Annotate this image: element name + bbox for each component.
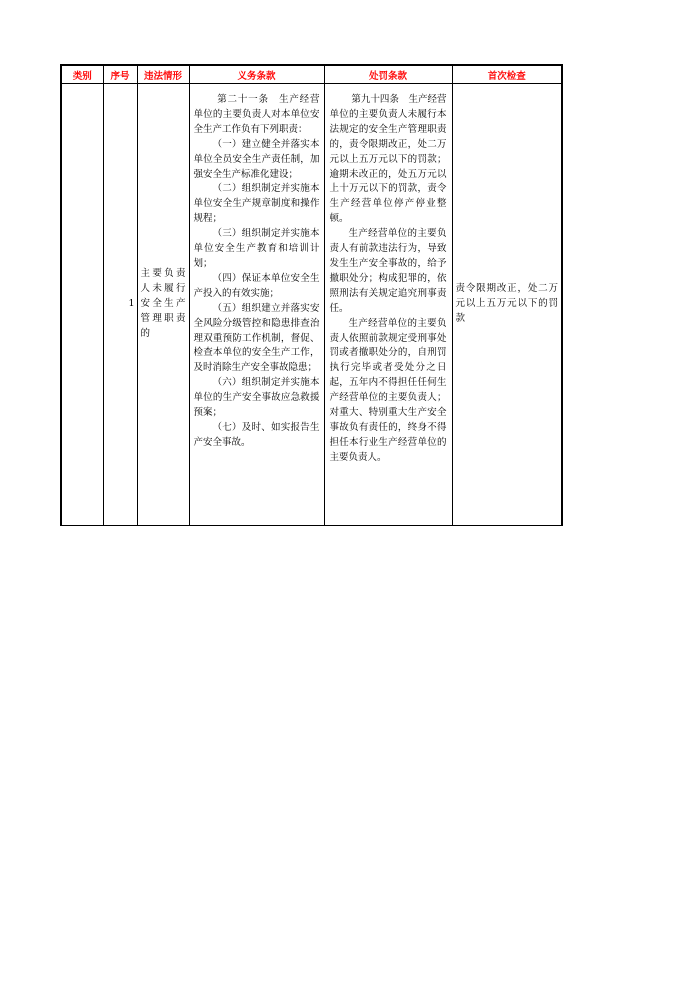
cell-type: [61, 84, 103, 526]
header-row: [61, 65, 562, 84]
table-row: [61, 84, 562, 526]
regulation-table: [60, 64, 563, 526]
header-first-check: 首次检查: [452, 65, 562, 84]
duty-article: 第二十一条 生产经营单位的主要负责人对本单位安全生产工作负有下列职责：: [193, 94, 320, 135]
duty-item-6: （六）组织制定并实施本单位的生产安全事故应急救援预案；: [193, 377, 320, 419]
penalty-para-2: 生产经营单位的主要负责人有前款违法行为，导致发生生产安全事故的，给予撤职处分；构成犯罪的，依照刑法有关规定追究刑事责任。: [329, 228, 447, 314]
cell-case: 主要负责人未履行安全生产管理职责的: [137, 84, 189, 526]
cell-penalty: [324, 84, 452, 526]
header-case: 违法情形: [137, 65, 189, 84]
cell-first-check: 责令限期改正，处二万元以上五万元以下的罚款: [452, 84, 562, 526]
regulation-table-sheet: [60, 64, 563, 526]
penalty-article: 第九十四条 生产经营单位的主要负责人未履行本法规定的安全生产管理职责的，责令限期改正，处二万元以上五万元以下的罚款；逾期未改正的，处五万元以上十万元以下的罚款，责令生产经营单位停产停业整顿。: [329, 94, 447, 225]
duty-item-3: （三）组织制定并实施本单位安全生产教育和培训计划；: [193, 228, 320, 269]
header-seq: 序号: [103, 65, 137, 84]
duty-item-2: （二）组织制定并实施本单位安全生产规章制度和操作规程；: [193, 183, 320, 225]
header-duty: 义务条款: [189, 65, 324, 84]
cell-seq: 1: [103, 84, 137, 526]
duty-item-1: （一）建立健全并落实本单位全员安全生产责任制，加强安全生产标准化建设；: [193, 138, 320, 180]
duty-item-7: （七）及时、如实报告生产安全事故。: [193, 421, 320, 448]
cell-duty: [189, 84, 324, 526]
duty-item-4: （四）保证本单位安全生产投入的有效实施；: [193, 272, 320, 299]
penalty-para-3: 生产经营单位的主要负责人依照前款规定受刑事处罚或者撤职处分的，自刑罚执行完毕或者受处分之日起，五年内不得担任任何生产经营单位的主要负责人；对重大、特别重大生产安全事故负有责任的，终身不得担任本行业生产经营单位的主要负责人。: [329, 317, 447, 463]
duty-item-5: （五）组织建立并落实安全风险分级管控和隐患排查治理双重预防工作机制，督促、检查本单位的安全生产工作，及时消除生产安全事故隐患；: [193, 302, 320, 374]
header-type: 类别: [61, 65, 103, 84]
header-penalty: 处罚条款: [324, 65, 452, 84]
